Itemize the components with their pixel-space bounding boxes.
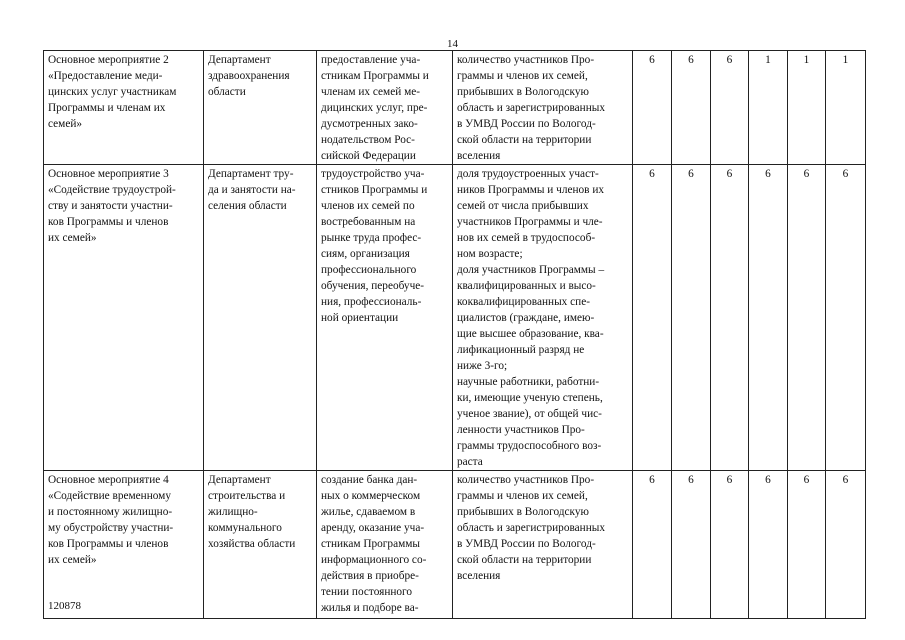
value-cell: 6 <box>826 165 866 471</box>
value-cell: 6 <box>711 165 749 471</box>
department-cell: Департамент здравоохранения области <box>204 51 317 165</box>
description-cell: предоставление уча- стникам Программы и членам их семей ме- дицинских услуг, пре- дусмотренных зако- нодательством Рос- сийской Федерации <box>317 51 453 165</box>
value-cell: 6 <box>788 471 826 619</box>
department-cell: Департамент тру- да и занятости на- селения области <box>204 165 317 471</box>
value-cell: 6 <box>749 165 788 471</box>
indicator-cell: количество участников Про- граммы и членов их семей, прибывших в Вологодскую область и зарегистрированных в УМВД России по Вологод- ской области на территории вселения <box>453 51 633 165</box>
description-cell: трудоустройство уча- стников Программы и членов их семей по востребованным на рынке труда профес- сиям, организация профессионального обучения, переобуче- ния, профессиональ- ной ориентации <box>317 165 453 471</box>
department-cell: Департамент строительства и жилищно- коммунального хозяйства области <box>204 471 317 619</box>
value-cell: 1 <box>788 51 826 165</box>
activity-cell: Основное мероприятие 3 «Содействие трудоустрой- ству и занятости участни- ков Программы и членов их семей» <box>44 165 204 471</box>
activity-cell: Основное мероприятие 2 «Предоставление меди- цинских услуг участникам Программы и членам их семей» <box>44 51 204 165</box>
value-cell: 6 <box>672 471 711 619</box>
footer-code: 120878 <box>48 600 81 612</box>
value-cell: 1 <box>826 51 866 165</box>
value-cell: 6 <box>711 51 749 165</box>
table-row <box>44 165 866 471</box>
table-row <box>44 51 866 165</box>
description-cell: создание банка дан- ных о коммерческом жилье, сдаваемом в аренду, оказание уча- стникам Программы информационного со- действия в приобре- тении постоянного жилья и подборе ва- <box>317 471 453 619</box>
value-cell: 6 <box>826 471 866 619</box>
value-cell: 6 <box>672 165 711 471</box>
value-cell: 6 <box>711 471 749 619</box>
value-cell: 6 <box>633 51 672 165</box>
activity-cell: Основное мероприятие 4 «Содействие временному и постоянному жилищно- му обустройству участни- ков Программы и членов их семей» <box>44 471 204 619</box>
value-cell: 6 <box>788 165 826 471</box>
value-cell: 6 <box>749 471 788 619</box>
value-cell: 1 <box>749 51 788 165</box>
value-cell: 6 <box>633 471 672 619</box>
table-row <box>44 471 866 619</box>
value-cell: 6 <box>633 165 672 471</box>
program-activities-table <box>43 50 866 619</box>
page-number: 14 <box>447 38 458 50</box>
indicator-cell: количество участников Про- граммы и членов их семей, прибывших в Вологодскую область и зарегистрированных в УМВД России по Вологод- ской области на территории вселения <box>453 471 633 619</box>
indicator-cell: доля трудоустроенных участ- ников Программы и членов их семей от числа прибывших участников Программы и чле- нов их семей в трудоспособ- ном возрасте; доля участников Программы – квалифицированных и высо- коквалифицированных спе- циалистов (граждане, имею- щие высшее образование, ква- лификационный разряд не ниже 3-го; научные работники, работни- ки, имеющие ученую степень, ученое звание), от общей чис- ленности участников Про- граммы трудоспособного воз- раста <box>453 165 633 471</box>
value-cell: 6 <box>672 51 711 165</box>
